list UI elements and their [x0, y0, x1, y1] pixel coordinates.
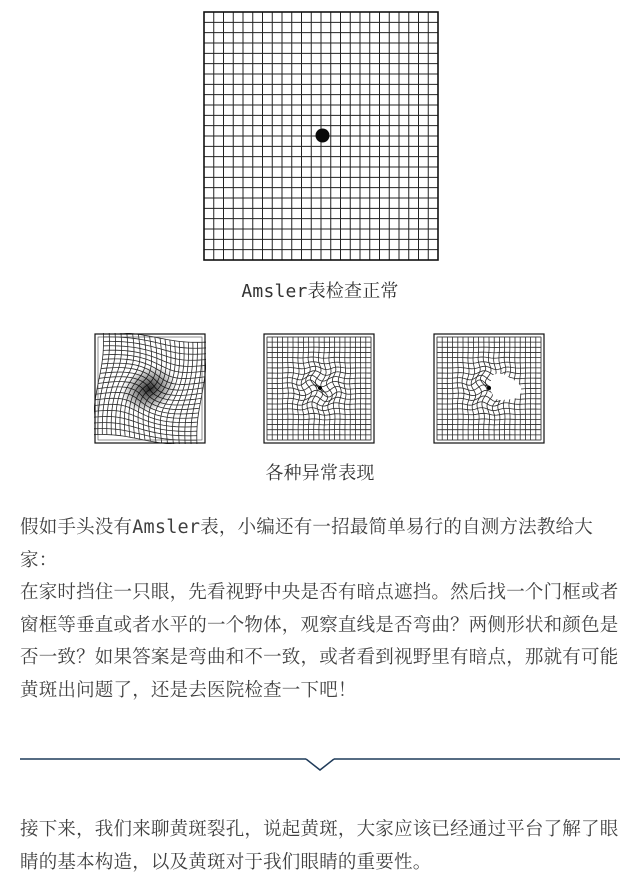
paragraph-latin: Amsler [132, 517, 201, 538]
figure-caption-abnormal: 各种异常表现 [265, 463, 375, 484]
amsler-grid-normal-image [203, 11, 439, 261]
caption-text: 表检查正常 [307, 281, 399, 302]
section-divider [20, 750, 620, 774]
fixation-dot [316, 129, 330, 143]
paragraph-text: 假如手头没有 [20, 517, 133, 538]
amsler-grid-distorted-image [94, 333, 206, 444]
amsler-grid-wavy-image [263, 333, 375, 444]
caption-latin: Amsler [241, 281, 308, 302]
figure-caption-normal [0, 277, 640, 303]
article-paragraph-macular-hole: 接下来，我们来聊黄斑裂孔，说起黄斑，大家应该已经通过平台了解了眼睛的基本构造，以及黄斑对于我们眼睛的重要性。 [20, 819, 619, 873]
paragraph-text: 表，小编还有一招最简单易行的自测方法教给大家： [20, 517, 593, 571]
amsler-grid-scotoma-image [433, 333, 545, 444]
paragraph-self-test: 在家时挡住一只眼，先看视野中央是否有暗点遮挡。然后找一个门框或者窗框等垂直或者水平的一个物体，观察直线是否弯曲？两侧形状和颜色是否一致？如果答案是弯曲和不一致，或者看到视野里有暗点，那就有可能黄斑出问题了，还是去医院检查一下吧！ [20, 582, 619, 701]
article-paragraph-intro [20, 512, 624, 707]
